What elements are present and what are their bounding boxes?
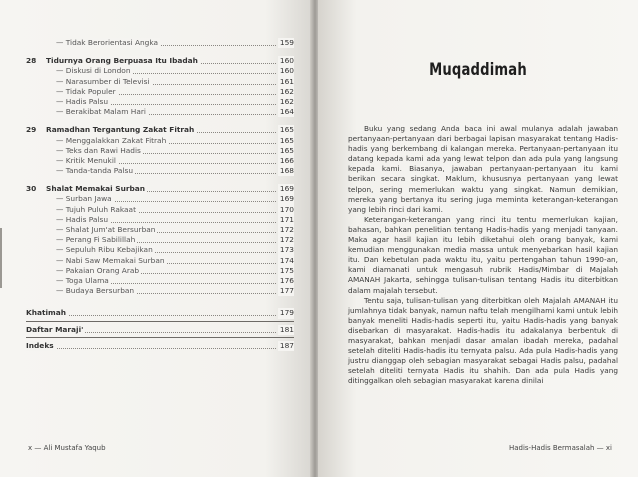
toc-title: — Perang Fi Sabilillah	[56, 235, 136, 245]
toc-page-number: 173	[279, 245, 294, 255]
spacer	[26, 296, 294, 308]
chapter-number: 30	[26, 184, 37, 194]
toc-entry-row	[26, 146, 294, 156]
toc-page-number: 174	[279, 255, 294, 265]
toc-entry-row	[26, 225, 294, 235]
toc-chapter-row	[26, 125, 294, 135]
toc-entry-row	[26, 136, 294, 146]
toc-page-number: 181	[279, 324, 294, 334]
toc-page-number: 172	[279, 235, 294, 245]
toc-page-number: 160	[279, 66, 294, 76]
preface-paragraph: Buku yang sedang Anda baca ini awal mulanya adalah jawaban pertanyaan-pertanyaan dari berbagai lapisan masyarakat tentang Hadis-hadis yang berkembang di kalangan mereka. Pertanyaan-pertanyaan itu datang kepada kami ada yang lewat telpon dan ada pula yang langsung kepada kami. Biasanya, jawaban pertanyaan-pertanyaan itu kami berikan secara singkat. Maklum, khususnya pertanyaan yang lewat telpon, sering memerlukan waktu yang singkat. Namun demikian, mereka yang bertanya itu sering juga meminta keterangan-keterangan yang lebih rinci dari kami.	[348, 124, 618, 214]
page-title: Muqaddimah	[429, 60, 527, 80]
margin-mark	[0, 228, 12, 288]
toc-entry-row	[26, 215, 294, 225]
toc-title: — Berakibat Malam Hari	[56, 107, 146, 117]
toc-title: — Diskusi di London	[56, 66, 131, 76]
chapter-number: 29	[26, 125, 37, 135]
toc-title: — Tidak Berorientasi Angka	[56, 38, 159, 47]
toc-title: — Shalat Jum'at Bersurban	[56, 225, 156, 234]
toc-title: — Hadis Palsu	[56, 214, 109, 224]
toc-chapter-row	[26, 184, 294, 194]
preface-body	[348, 124, 618, 386]
toc-page-number: 164	[279, 107, 294, 117]
toc-entry-row	[26, 266, 294, 276]
toc-entry-row	[26, 235, 294, 245]
back-matter-row	[26, 341, 294, 351]
toc-page-number: 165	[279, 135, 294, 145]
table-of-contents	[26, 38, 294, 351]
toc-title: — Surban Jawa	[56, 194, 112, 204]
toc-page-number: 187	[279, 340, 294, 350]
toc-page-number: 177	[279, 286, 294, 296]
toc-entry-row	[26, 245, 294, 255]
toc-page-number: 172	[279, 225, 294, 234]
toc-entry-row	[26, 66, 294, 76]
toc-entry-row	[26, 286, 294, 296]
toc-title: Shalat Memakai Surban	[46, 184, 146, 194]
toc-page-number: 171	[279, 214, 294, 224]
toc-entry-row	[26, 205, 294, 215]
toc-title: — Hadis Palsu	[56, 96, 109, 106]
toc-entry-row	[26, 107, 294, 117]
toc-page-number: 176	[279, 275, 294, 285]
toc-page-number: 159	[279, 38, 294, 47]
toc-title: — Menggalakkan Zakat Fitrah	[56, 135, 167, 145]
dot-leader	[26, 341, 276, 349]
toc-page-number: 160	[279, 56, 294, 66]
right-page-preface	[318, 0, 638, 477]
back-matter-row	[26, 325, 294, 335]
toc-title: — Budaya Bersurban	[56, 286, 135, 296]
toc-chapter-row	[26, 56, 294, 66]
preface-paragraph: Tentu saja, tulisan-tulisan yang diterbitkan oleh Majalah AMANAH itu jumlahnya tidak banyak, namun naftu telah mengilhami kami untuk lebih banyak meneliti Hadis-hadis seperti itu, yaitu Hadis-hadis yang banyak disebarkan di masyarakat. Hadis-hadis itu adakalanya berbentuk di masyarakat, bahkan menjadi dasar amalan ibadah mereka, padahal setelah diteliti Hadis-hadis itu ternyata palsu. Ada pula Hadis-hadis yang justru dianggap oleh sebagian masyarakat sebagai Hadis palsu, padahal setelah diteliti ternyata Hadis itu shahih. Dan ada pula Hadis yang ditinggalkan oleh sebagian masyarakat karena dinilai	[348, 295, 618, 386]
toc-page-number: 175	[279, 265, 294, 275]
toc-entry-row	[26, 97, 294, 107]
toc-entry-row	[26, 156, 294, 166]
toc-entry-row	[26, 256, 294, 266]
toc-page-number: 165	[279, 125, 294, 135]
toc-page-number: 162	[279, 86, 294, 96]
toc-entry-row	[26, 77, 294, 87]
toc-entry-row	[26, 276, 294, 286]
chapter-number: 28	[26, 56, 37, 66]
toc-page-number: 165	[279, 145, 294, 155]
toc-page-number: 168	[279, 166, 294, 176]
toc-page-number: 179	[279, 308, 294, 318]
toc-title: Daftar Maraji'	[26, 324, 84, 334]
toc-page-number: 170	[279, 204, 294, 214]
toc-entry-row	[26, 38, 294, 48]
toc-entry-row	[26, 166, 294, 176]
preface-paragraph: Keterangan-keterangan yang rinci itu tentu memerlukan kajian, bahasan, bahkan penelitian tentang Hadis-hadis yang menjadi tanyaan. Maka agar hasil kajian itu lebih diketahui oleh orang banyak, kami kemudian menggunakan media massa untuk menyebarkan hasil kajian itu. Dan kebetulan pada waktu itu, yaitu pertengahan tahun 1990-an, kami diamanati untuk mengasuh rubrik Hadis/Mimbar di Majalah AMANAH Jakarta, sehingga tulisan-tulisan tentang Hadis itu diterbitkan dalam majalah tersebut.	[348, 214, 618, 295]
toc-page-number: 169	[279, 194, 294, 204]
toc-page-number: 162	[279, 96, 294, 106]
toc-page-number: 161	[279, 76, 294, 86]
divider-line	[26, 337, 294, 338]
divider-line	[26, 321, 294, 322]
toc-title: Khatimah	[26, 308, 66, 318]
toc-title: — Tujuh Puluh Rakaat	[56, 204, 136, 214]
right-page-footer: Hadis-Hadis Bermasalah — xi	[508, 444, 612, 452]
toc-page-number: 166	[279, 155, 294, 165]
toc-title: — Nabi Saw Memakai Surban	[56, 255, 165, 265]
left-page-contents	[0, 0, 312, 477]
toc-title: — Tidak Populer	[56, 86, 116, 96]
back-matter-row	[26, 308, 294, 318]
toc-entry-row	[26, 87, 294, 97]
toc-title: Tidurnya Orang Berpuasa Itu Ibadah	[46, 56, 198, 66]
toc-title: — Narasumber di Televisi	[56, 76, 150, 86]
toc-title: — Sepuluh Ribu Kebajikan	[56, 245, 153, 255]
toc-entry-row	[26, 194, 294, 204]
toc-title: — Pakaian Orang Arab	[56, 265, 140, 275]
left-page-footer: x — Ali Mustafa Yaqub	[28, 444, 106, 452]
toc-title: — Tanda-tanda Palsu	[56, 166, 134, 176]
toc-title: — Teks dan Rawi Hadis	[56, 145, 141, 155]
toc-title: — Kritik Menukil	[56, 155, 116, 165]
toc-title: Ramadhan Tergantung Zakat Fitrah	[46, 125, 195, 135]
toc-page-number: 169	[279, 184, 294, 194]
toc-title: Indeks	[26, 340, 54, 350]
toc-title: — Toga Ulama	[56, 275, 109, 285]
